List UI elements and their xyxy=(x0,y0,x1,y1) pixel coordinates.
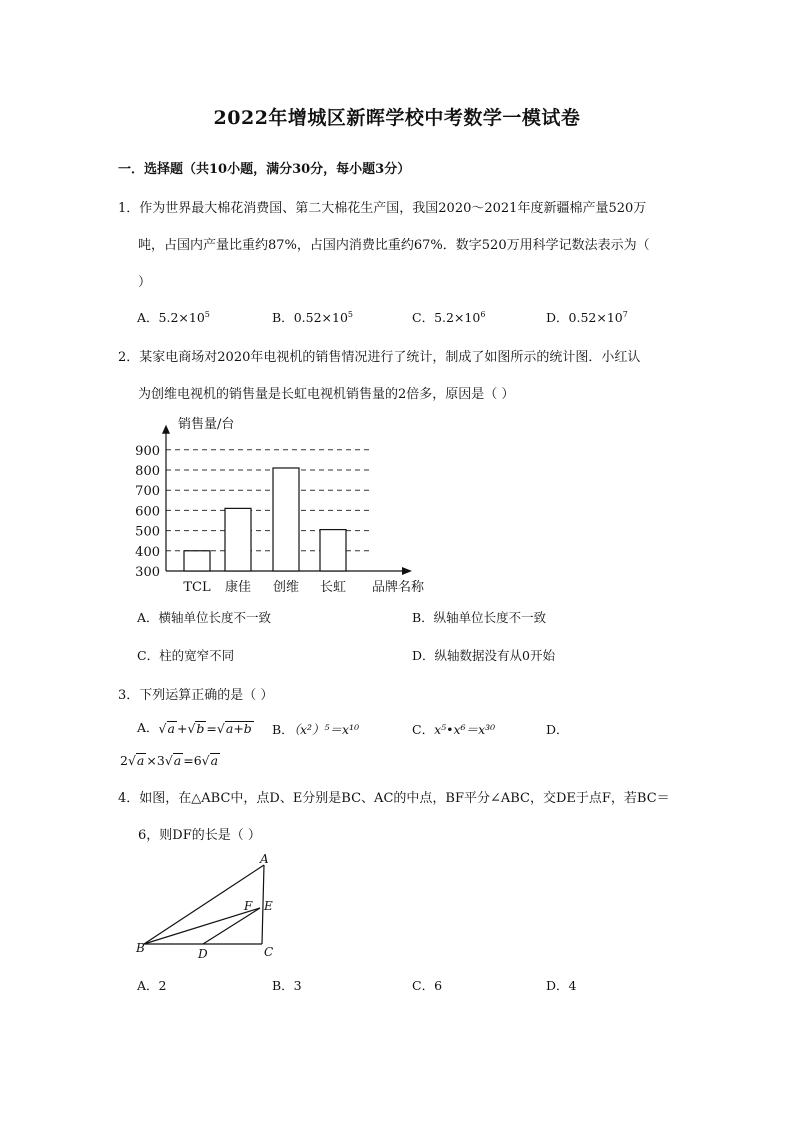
x-axis-label: 品牌名称 xyxy=(372,580,425,595)
q1-option-c[interactable]: C．$5.2\times 10^6$ xyxy=(412,309,486,325)
label-f: F xyxy=(244,899,253,913)
y-axis-arrow xyxy=(162,425,170,434)
sqrt-b: √ b xyxy=(187,721,205,736)
q1-option-a[interactable]: A．$5.2\times 10^5$ xyxy=(137,309,210,325)
q4-line2: 6，则DF的长是（ ） xyxy=(138,828,261,843)
x-tick-label-TCL: TCL xyxy=(183,580,211,595)
q2-line1: 2．某家电商场对2020年电视机的销售情况进行了统计，制成了如图所示的统计图．小红认 xyxy=(118,350,641,365)
sqrt-a-plus-b: √ a+b xyxy=(216,721,252,736)
q1-line2: 吨，占国内产量比重约87%，占国内消费比重约67%．数字520万用科学记数法表示为（ xyxy=(138,238,650,253)
label-a: A xyxy=(260,852,269,866)
q3-option-d-label[interactable]: D． xyxy=(546,722,569,737)
q3-option-a[interactable]: A． √ a + √ b = √ a+b xyxy=(137,720,252,736)
triangle-figure xyxy=(130,848,290,964)
q1-line3: ） xyxy=(138,275,152,290)
q2-option-a[interactable]: A．横轴单位长度不一致 xyxy=(137,610,272,625)
bar-chart xyxy=(130,408,440,598)
y-tick-label-900: 900 xyxy=(135,443,160,459)
q2-option-b[interactable]: B．纵轴单位长度不一致 xyxy=(412,610,547,625)
x-tick-label-康佳: 康佳 xyxy=(224,580,252,595)
bar-康佳 xyxy=(225,508,251,571)
y-tick-label-400: 400 xyxy=(135,544,160,560)
q4-option-d[interactable]: D．4 xyxy=(546,978,577,993)
x-tick-label-创维: 创维 xyxy=(272,580,300,595)
q4-option-a[interactable]: A．2 xyxy=(137,978,167,993)
label-b: B xyxy=(136,941,145,955)
q1-option-d[interactable]: D．$0.52\times 10^7$ xyxy=(546,309,628,325)
bar-TCL xyxy=(184,551,210,571)
label-c: C xyxy=(264,945,274,959)
label-e: E xyxy=(264,899,273,913)
q1-line1: 1．作为世界最大棉花消费国、第二大棉花生产国，我国2020～2021年度新疆棉产量520万 xyxy=(118,201,647,216)
q3-line1: 3．下列运算正确的是（ ） xyxy=(118,688,274,703)
x-axis-arrow xyxy=(402,567,412,575)
bar-长虹 xyxy=(320,530,346,571)
y-tick-label-500: 500 xyxy=(135,524,160,540)
q2-line2: 为创维电视机的销售量是长虹电视机销售量的2倍多，原因是（ ） xyxy=(138,387,515,402)
segment-de xyxy=(203,908,260,944)
y-tick-label-700: 700 xyxy=(135,484,160,500)
q2-option-c[interactable]: C．柱的宽窄不同 xyxy=(137,648,235,663)
q3-option-b[interactable]: B．（x²）⁵＝x¹⁰ xyxy=(272,722,360,737)
section-heading: 一．选择题（共10小题，满分30分，每小题3分） xyxy=(118,162,411,177)
q2-option-d[interactable]: D．纵轴数据没有从0开始 xyxy=(412,648,555,663)
page-title: 2022年增城区新晖学校中考数学一模试卷 xyxy=(213,107,581,129)
q1-option-b[interactable]: B．$0.52\times 10^5$ xyxy=(272,309,353,325)
q3-option-c[interactable]: C．x⁵•x⁶＝x³⁰ xyxy=(412,722,496,737)
bar-创维 xyxy=(273,468,299,571)
sqrt-a: √ a xyxy=(158,721,175,736)
segment-be xyxy=(144,908,260,944)
x-tick-label-长虹: 长虹 xyxy=(319,580,347,595)
y-tick-label-300: 300 xyxy=(135,565,160,580)
q4-option-c[interactable]: C．6 xyxy=(412,978,443,993)
q3-option-d[interactable]: 2 √ a ×3 √ a =6 √ a xyxy=(120,753,219,768)
y-axis-label: 销售量/台 xyxy=(178,417,235,432)
label-d: D xyxy=(198,947,208,961)
y-tick-label-600: 600 xyxy=(135,504,160,520)
y-tick-label-800: 800 xyxy=(135,464,160,479)
q4-line1: 4．如图，在△ABC中，点D、E分别是BC、AC的中点，BF平分∠ABC，交DE于点F，若BC＝ xyxy=(118,791,670,806)
q4-option-b[interactable]: B．3 xyxy=(272,978,302,993)
